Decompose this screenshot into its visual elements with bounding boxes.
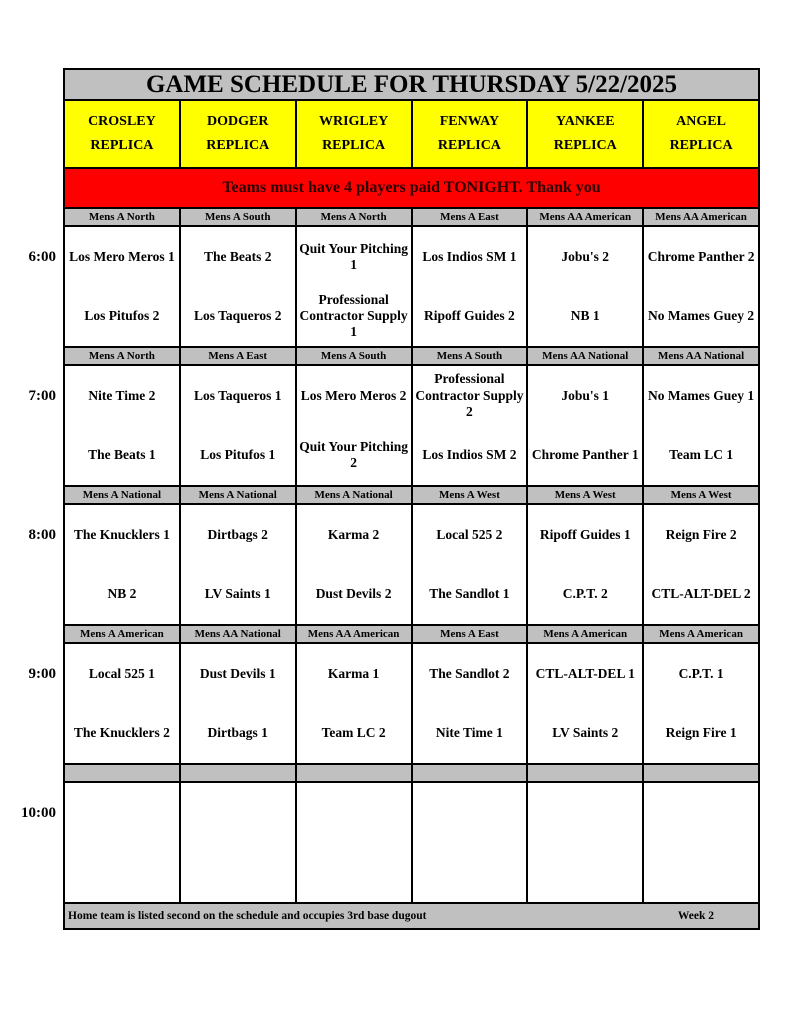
home-team (644, 843, 758, 903)
footer-row (65, 904, 758, 928)
field-name: YANKEE (555, 113, 615, 129)
home-team: Reign Fire 1 (665, 725, 737, 741)
field-name: FENWAY (439, 113, 500, 129)
home-team: Dust Devils 2 (315, 586, 392, 602)
home-team: Los Pitufos 1 (200, 447, 276, 463)
game-cell (528, 783, 642, 902)
home-team: The Beats 1 (88, 447, 156, 463)
field-replica-label: REPLICA (437, 138, 501, 154)
away-team: The Beats 2 (203, 248, 272, 264)
field-header-angel (644, 101, 758, 167)
division-row (65, 348, 758, 364)
game-cell (644, 644, 758, 763)
division-header: Mens A National (297, 487, 411, 503)
home-team: Team LC 2 (321, 725, 386, 741)
field-replica-label: REPLICA (669, 138, 733, 154)
home-team: CTL-ALT-DEL 2 (651, 586, 751, 602)
game-cell (413, 227, 527, 346)
away-team: The Knucklers 1 (73, 526, 170, 542)
away-team: Reign Fire 2 (665, 526, 737, 542)
away-team (528, 783, 642, 843)
home-team: Los Indios SM 2 (422, 447, 517, 463)
home-team: Team LC 1 (669, 447, 734, 463)
footer-week: Week 2 (677, 910, 714, 922)
division-header: Mens A East (413, 626, 527, 642)
away-team: Jobu's 2 (561, 248, 610, 264)
time-label: 8:00 (28, 527, 56, 543)
away-team: Chrome Panther 2 (647, 248, 755, 264)
division-row (65, 626, 758, 642)
field-name: ANGEL (676, 113, 726, 129)
division-header: Mens A West (413, 487, 527, 503)
home-team (65, 843, 179, 903)
division-header: Mens A East (181, 348, 295, 364)
page-title: GAME SCHEDULE FOR THURSDAY 5/22/2025 (65, 70, 758, 99)
division-header: Mens AA American (297, 626, 411, 642)
home-team: The Knucklers 2 (73, 725, 170, 741)
game-cell (528, 644, 642, 763)
game-cell (644, 505, 758, 624)
away-team: Jobu's 1 (561, 387, 610, 403)
away-team: Karma 2 (327, 526, 380, 542)
division-header: Mens A East (413, 209, 527, 225)
away-team (181, 783, 295, 843)
game-cell (413, 644, 527, 763)
field-name: CROSLEY (88, 113, 156, 129)
game-cell (65, 505, 179, 624)
field-header-crosley (65, 101, 179, 167)
away-team: Local 525 2 (436, 526, 503, 542)
division-header (65, 765, 179, 781)
division-row (65, 765, 758, 781)
home-team: C.P.T. 2 (562, 586, 608, 602)
division-header: Mens A South (413, 348, 527, 364)
home-team (413, 843, 527, 903)
division-header (528, 765, 642, 781)
games-row (65, 227, 758, 346)
away-team: Professional Contractor Supply 2 (415, 371, 524, 419)
game-cell (644, 366, 758, 485)
time-label: 10:00 (21, 805, 56, 821)
game-cell (181, 366, 295, 485)
division-header: Mens A North (65, 348, 179, 364)
field-header-dodger (181, 101, 295, 167)
game-cell (297, 227, 411, 346)
division-header (297, 765, 411, 781)
game-cell (528, 505, 642, 624)
division-header: Mens A West (644, 487, 758, 503)
away-team: No Mames Guey 1 (648, 387, 755, 403)
home-team: LV Saints 1 (204, 586, 271, 602)
away-team: Quit Your Pitching 1 (299, 240, 408, 272)
division-header (644, 765, 758, 781)
away-team (65, 783, 179, 843)
game-cell (528, 366, 642, 485)
field-header-row (65, 101, 758, 167)
division-row (65, 209, 758, 225)
division-header: Mens A American (528, 626, 642, 642)
away-team (413, 783, 527, 843)
away-team: The Sandlot 2 (429, 665, 510, 681)
division-header: Mens A North (65, 209, 179, 225)
field-header-fenway (413, 101, 527, 167)
game-cell (413, 366, 527, 485)
field-replica-label: REPLICA (90, 138, 154, 154)
division-header: Mens A North (297, 209, 411, 225)
division-header: Mens AA National (181, 626, 295, 642)
field-name: DODGER (207, 113, 269, 129)
division-header: Mens AA American (528, 209, 642, 225)
games-row (65, 644, 758, 763)
away-team: Dust Devils 1 (199, 665, 276, 681)
game-cell (181, 783, 295, 902)
game-cell (181, 505, 295, 624)
away-team (297, 783, 411, 843)
home-team: No Mames Guey 2 (648, 308, 755, 324)
field-replica-label: REPLICA (553, 138, 617, 154)
game-cell (65, 366, 179, 485)
home-team (528, 843, 642, 903)
away-team: Dirtbags 2 (207, 526, 268, 542)
division-header: Mens A South (297, 348, 411, 364)
away-team: Los Indios SM 1 (422, 248, 517, 264)
division-header: Mens A West (528, 487, 642, 503)
division-header (413, 765, 527, 781)
games-row (65, 366, 758, 485)
away-team: Nite Time 2 (88, 387, 156, 403)
away-team (644, 783, 758, 843)
schedule-sheet (0, 68, 760, 930)
field-header-wrigley (297, 101, 411, 167)
time-label: 9:00 (28, 666, 56, 682)
home-team: NB 1 (570, 308, 600, 324)
field-header-yankee (528, 101, 642, 167)
home-team: Los Pitufos 2 (84, 308, 160, 324)
game-cell (297, 505, 411, 624)
time-label: 6:00 (28, 249, 56, 265)
division-header: Mens A National (65, 487, 179, 503)
home-team: Ripoff Guides 2 (424, 308, 515, 324)
game-cell (528, 227, 642, 346)
division-header: Mens AA National (528, 348, 642, 364)
away-team: Local 525 1 (88, 665, 155, 681)
home-team: The Sandlot 1 (429, 586, 510, 602)
game-cell (644, 227, 758, 346)
game-cell (413, 783, 527, 902)
division-header: Mens A National (181, 487, 295, 503)
division-header: Mens AA American (644, 209, 758, 225)
game-cell (65, 783, 179, 902)
away-team: Ripoff Guides 1 (539, 526, 631, 542)
game-cell (65, 644, 179, 763)
time-gutter (0, 68, 63, 930)
home-team: Professional Contractor Supply 1 (299, 291, 408, 340)
home-team: Los Taqueros 2 (193, 308, 282, 324)
time-label: 7:00 (28, 388, 56, 404)
home-team (297, 843, 411, 903)
away-team: Los Mero Meros 2 (300, 387, 407, 403)
home-team: Nite Time 1 (435, 725, 503, 741)
home-team: Chrome Panther 1 (531, 447, 639, 463)
away-team: C.P.T. 1 (678, 665, 724, 681)
notice-banner: Teams must have 4 players paid TONIGHT. Thank you (65, 169, 758, 207)
field-replica-label: REPLICA (322, 138, 386, 154)
games-row (65, 505, 758, 624)
home-team: Quit Your Pitching 2 (299, 439, 408, 471)
away-team: Los Mero Meros 1 (69, 248, 175, 264)
home-team: LV Saints 2 (552, 725, 619, 741)
game-cell (65, 227, 179, 346)
division-header: Mens A American (644, 626, 758, 642)
game-cell (297, 644, 411, 763)
game-cell (297, 366, 411, 485)
division-header: Mens A South (181, 209, 295, 225)
footer-note: Home team is listed second on the schedule and occupies 3rd base dugout (68, 910, 427, 922)
home-team (181, 843, 295, 903)
schedule-grid (63, 68, 760, 930)
home-team: Dirtbags 1 (207, 725, 268, 741)
game-cell (644, 783, 758, 902)
division-row (65, 487, 758, 503)
division-header: Mens AA National (644, 348, 758, 364)
home-team: NB 2 (107, 586, 137, 602)
game-cell (297, 783, 411, 902)
away-team: CTL-ALT-DEL 1 (535, 665, 635, 681)
game-cell (181, 644, 295, 763)
game-cell (413, 505, 527, 624)
division-header (181, 765, 295, 781)
field-name: WRIGLEY (318, 113, 389, 129)
away-team: Los Taqueros 1 (193, 387, 282, 403)
field-replica-label: REPLICA (206, 138, 270, 154)
away-team: Karma 1 (327, 665, 380, 681)
games-row (65, 783, 758, 902)
game-cell (181, 227, 295, 346)
division-header: Mens A American (65, 626, 179, 642)
